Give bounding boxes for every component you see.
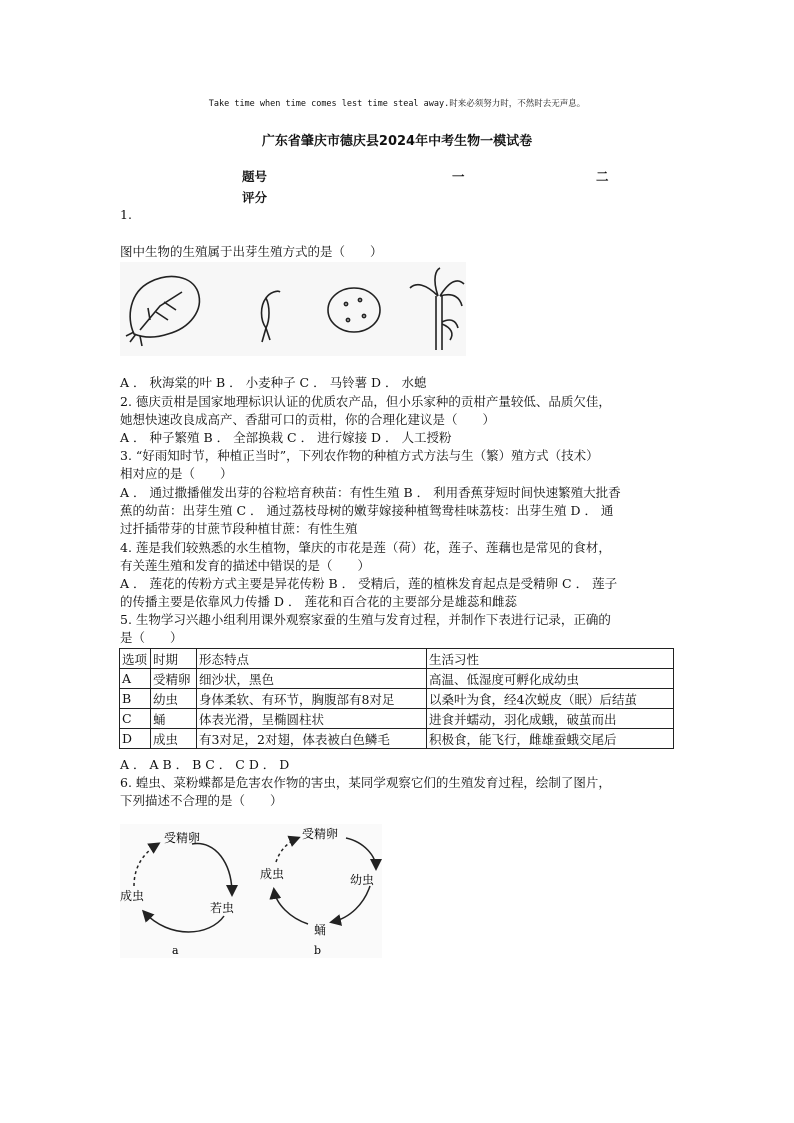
q3-line-1: 3. “好雨知时节，种植正当时”，下列农作物的种植方式方法与生（繁）殖方式（技术） (120, 448, 599, 463)
table-cell: 蛹 (151, 709, 197, 729)
q5-line-2: 是（ ） (120, 630, 183, 645)
score-header-label: 题号 (242, 169, 268, 184)
score-row-label: 评分 (242, 190, 268, 205)
table-cell: 幼虫 (151, 689, 197, 709)
table-cell: D (120, 729, 151, 749)
q1-options: A ． 秋海棠的叶 B ． 小麦种子 C ． 马铃薯 D ． 水螅 (120, 375, 427, 390)
table-header-cell: 形态特点 (197, 649, 427, 669)
table-cell: B (120, 689, 151, 709)
q4-option-line-2: 的传播主要是依靠风力传播 D ． 莲花和百合花的主要部分是雄蕊和雌蕊 (120, 594, 517, 609)
q4-line-2: 有关莲生殖和发育的描述中错误的是（ ） (120, 558, 371, 573)
q5-line-1: 5. 生物学习兴趣小组利用课外观察家蚕的生殖与发育过程，并制作下表进行记录，正确的 (120, 612, 611, 627)
table-cell: 细沙状，黑色 (197, 669, 427, 689)
table-cell: 进食并蠕动，羽化成蛾，破茧而出 (427, 709, 674, 729)
q3-option-line-3: 过扦插带芽的甘蔗节段种植甘蔗：有性生殖 (120, 521, 358, 536)
table-cell: 受精卵 (151, 669, 197, 689)
table-cell: 积极食，能飞行，雌雄蚕蛾交尾后 (427, 729, 674, 749)
q6-line-1: 6. 蝗虫、菜粉蝶都是危害农作物的害虫，某同学观察它们的生殖发育过程，绘制了图片， (120, 775, 611, 790)
q1-figure (120, 262, 466, 356)
table-cell: 成虫 (151, 729, 197, 749)
table-cell: 以桑叶为食，经4次蜕皮（眠）后结茧 (427, 689, 674, 709)
q1-stem: 图中生物的生殖属于出芽生殖方式的是（ ） (120, 244, 383, 259)
q1-number: 1. (120, 207, 132, 222)
table-cell: 有3对足，2对翅，体表被白色鳞毛 (197, 729, 427, 749)
table-row (120, 669, 674, 689)
q6-line-2: 下列描述不合理的是（ ） (120, 793, 283, 808)
cycle-a-nymph-label: 若虫 (210, 901, 235, 915)
cycle-b-caption: b (314, 944, 322, 957)
q4-option-line-1: A ． 莲花的传粉方式主要是异花传粉 B ． 受精后，莲的植株发育起点是受精卵 C ． 莲子 (120, 576, 618, 591)
score-col-2: 二 (596, 169, 609, 184)
q2-options: A ． 种子繁殖 B ． 全部换栽 C ． 进行嫁接 D ． 人工授粉 (120, 430, 452, 445)
q4-line-1: 4. 莲是我们较熟悉的水生植物，肇庆的市花是莲（荷）花，莲子、莲藕也是常见的食材， (120, 540, 611, 555)
table-row (120, 709, 674, 729)
table-header-cell: 时期 (151, 649, 197, 669)
table-cell: 高温、低湿度可孵化成幼虫 (427, 669, 674, 689)
table-row (120, 689, 674, 709)
header-motto: Take time when time comes lest time steal away.时来必须努力时，不然时去无声息。 (208, 99, 586, 109)
life-cycle-figure (120, 824, 382, 958)
table-header-row (120, 649, 674, 669)
table-cell: A (120, 669, 151, 689)
table-cell: C (120, 709, 151, 729)
table-header-cell: 选项 (120, 649, 151, 669)
cycle-a-egg-label: 受精卵 (164, 831, 201, 845)
silkworm-table (119, 648, 674, 749)
cycle-b-adult-label: 成虫 (260, 867, 285, 881)
q3-line-2: 相对应的是（ ） (120, 466, 233, 481)
q3-option-line-1: A ． 通过撒播催发出芽的谷粒培育秧苗：有性生殖 B ． 利用香蕉芽短时间快速繁殖大批香 (120, 485, 621, 500)
q5-options: A ． A B ． B C ． C D ． D (120, 757, 290, 772)
cycle-b-egg-label: 受精卵 (302, 827, 339, 841)
page-title: 广东省肇庆市德庆县2024年中考生物一模试卷 (261, 134, 533, 149)
table-row (120, 729, 674, 749)
cycle-b-larva-label: 幼虫 (350, 873, 375, 887)
cycle-a-caption: a (172, 944, 179, 957)
q3-option-line-2: 蕉的幼苗：出芽生殖 C ． 通过荔枝母树的嫩芽嫁接种植鸳鸯桂味荔枝：出芽生殖 D ． 通 (120, 503, 614, 518)
table-header-cell: 生活习性 (427, 649, 674, 669)
table-cell: 体表光滑，呈椭圆柱状 (197, 709, 427, 729)
cycle-a-adult-label: 成虫 (120, 889, 145, 903)
q2-line-2: 她想快速改良成高产、香甜可口的贡柑，你的合理化建议是（ ） (120, 412, 496, 427)
cycle-b-pupa-label: 蛹 (314, 923, 327, 937)
score-col-1: 一 (452, 169, 465, 184)
table-cell: 身体柔软、有环节，胸腹部有8对足 (197, 689, 427, 709)
q2-line-1: 2. 德庆贡柑是国家地理标识认证的优质农产品，但小乐家种的贡柑产量较低、品质欠佳， (120, 394, 611, 409)
